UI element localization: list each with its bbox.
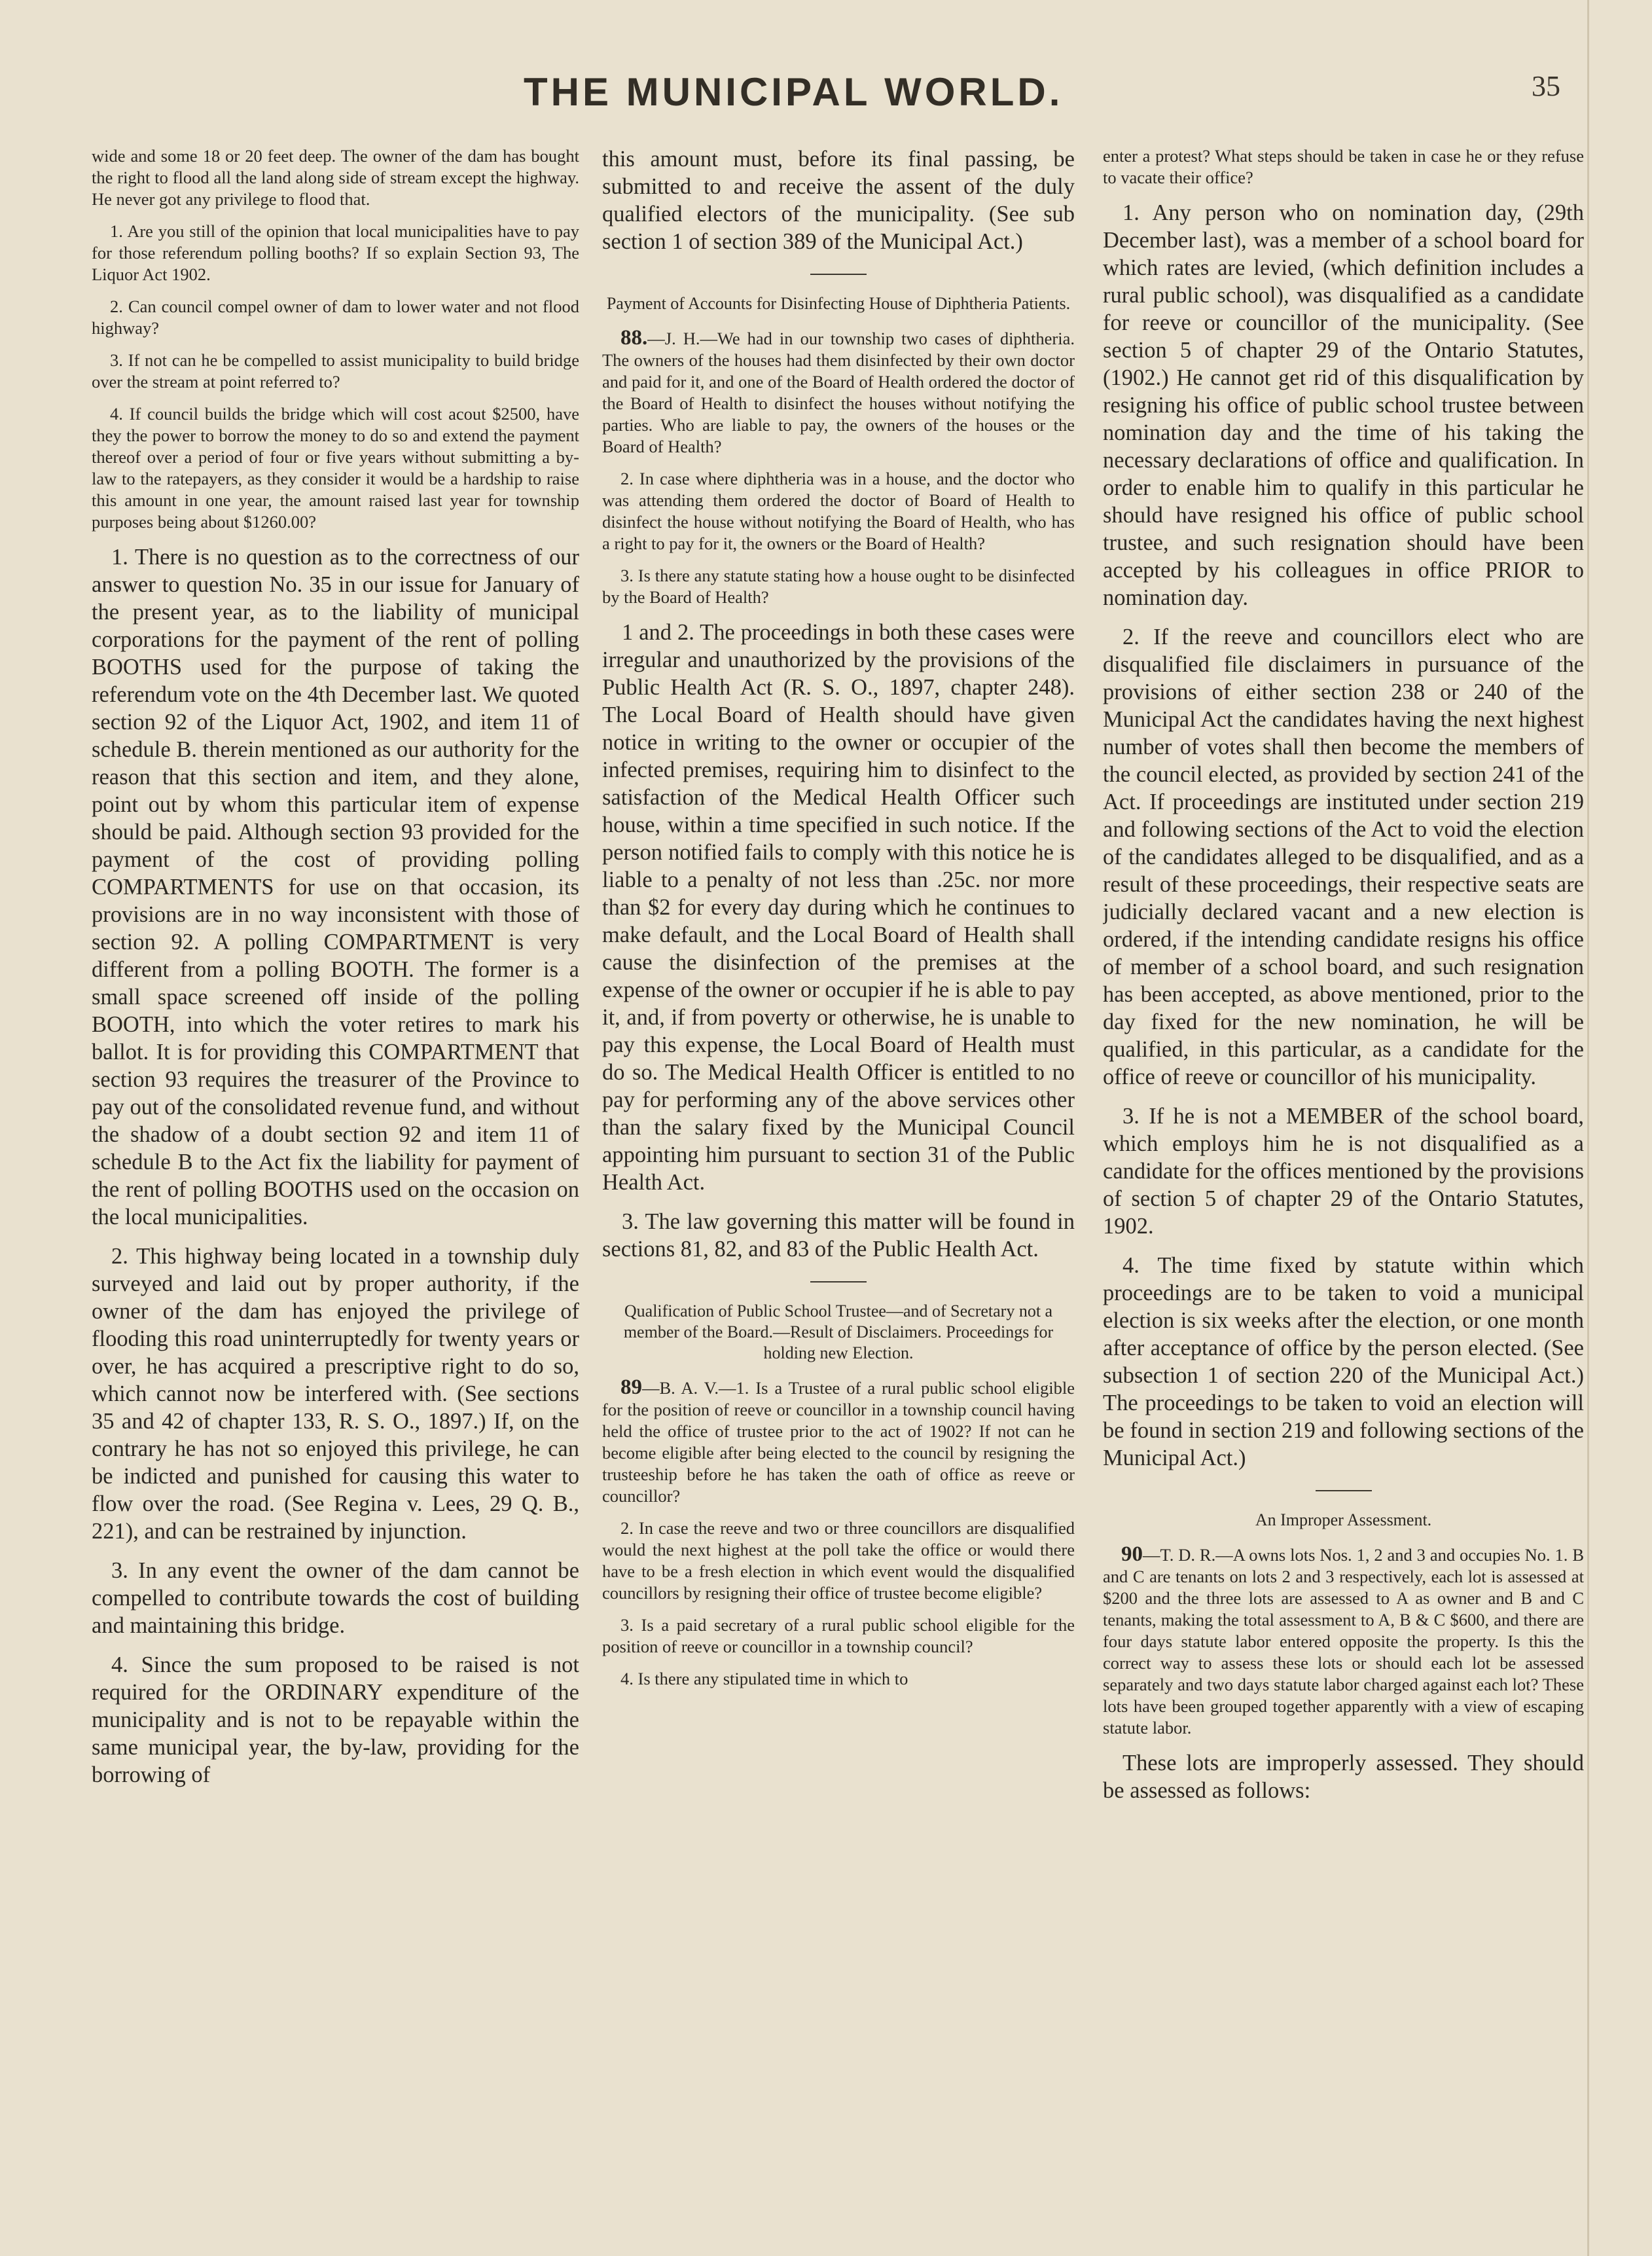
question-number: 89	[620, 1375, 642, 1399]
question-89-continued: enter a protest? What steps should be taken in case he or they refuse to vacate their office?	[1103, 146, 1584, 187]
question-89-part-1	[602, 1377, 1075, 1507]
page-edge	[1587, 0, 1589, 2256]
question-88-part-1	[602, 327, 1075, 458]
section-divider	[810, 274, 867, 275]
question-number: 88.	[620, 326, 648, 350]
answer-87-part-1: 1. There is no question as to the correctness of our answer to question No. 35 in our issue for January of the present year, as to the liability of municipal corporations for the payment of the rent of polling BOOTHS used for the purpose of taking the referendum vote on the 4th December last. We quoted section 92 of the Liquor Act, 1902, and item 11 of schedule B. therein mentioned as our authority for the reason that this section and item, and they alone, point out by whom this particular item of expense should be paid. Although section 93 provided for the payment of the cost of providing polling COMPARTMENTS for use on that occasion, its provisions are in no way inconsistent with those of section 92. A polling COMPARTMENT is very different from a polling BOOTH. The former is a small space screened off inside of the polling BOOTH, into which the voter retires to mark his ballot. It is for providing this COMPARTMENT that section 93 requires the treasurer of the Province to pay out of the consolidated revenue fund, and without the shadow of a doubt section 92 and item 11 of schedule B to the Act fix the liability for payment of the rent of polling BOOTHS used on the occasion on the local municipalities.	[92, 545, 579, 1229]
answer-87-part-3: 3. In any event the owner of the dam cannot be compelled to contribute towards the cost of building and maintaining this bridge.	[92, 1558, 579, 1638]
answer-88-part-1: 1 and 2. The proceedings in both these cases were irregular and unauthorized by the provisions of the Public Health Act (R. S. O., 1897, chapter 248). The Local Board of Health should have given notice in writing to the owner or occupier of the infected premises, requiring him to disinfect to the satisfaction of the Medical Health Officer such house, within a time specified in such notice. If the person notified fails to comply with this notice he is liable to a penalty of not less than .25c. nor more than $2 for every day during which he continues to make default, and the Local Board of Health shall cause the disinfection of the premises at the expense of the owner or occupier if he is able to pay it, and, if from poverty or otherwise, he is unable to pay this expense, the Local Board of Health must do so. The Medical Health Officer is entitled to no pay for performing any of the above services other than the salary fixed by the Municipal Council appointing him pursuant to section 31 of the Public Health Act.	[602, 620, 1075, 1195]
question-90-text: —T. D. R.—A owns lots Nos. 1, 2 and 3 and occupies No. 1. B and C are tenants on lots 2 and 3 respectively, each lot is assessed at $200 and the three lots are assessed to A as owner and B and C tenants, making the total assessment to A, B & C $600, and there are four days statute labor entered opposite the property. Is this the correct way to assess these lots or should each lot be assessed separately and two days statute labor charged against each lot? These lots have been grouped together apparently with a view of escaping statute labor.	[1103, 1545, 1584, 1737]
answer-87-part-4: 4. Since the sum proposed to be raised is not required for the ORDINARY expenditure of the municipality and is not to be repayable within the same municipal year, the by-law, providing for the borrowing of	[92, 1652, 579, 1787]
column-right	[1103, 145, 1584, 2204]
heading-question-88: Payment of Accounts for Disinfecting House of Diphtheria Patients.	[606, 294, 1071, 313]
question-87-part-3: 3. If not can he be compelled to assist municipality to build bridge over the stream at point referred to?	[92, 350, 579, 391]
question-88-text: —J. H.—We had in our township two cases of diphtheria. The owners of the houses had them disinfected by their own doctor and paid for it, and one of the Board of Health ordered the doctor of the Board of Health to disinfect the houses without notifying the parties. Who are liable to pay, the owners of the houses or the Board of Health?	[602, 329, 1075, 456]
answer-89-part-1: 1. Any person who on nomination day, (29th December last), was a member of a school board for which rates are levied, (which definition includes a rural public school), was disqualified as a candidate for reeve or councillor of the municipality. (See section 5 of chapter 29 of the Ontario Statutes, (1902.) He cannot get rid of this disqualification by resigning his office of public school trustee between nomination day and the time of his taking the necessary declarations of office and qualification. In order to enable him to qualify in this particular he should have resigned his office of public school trustee, and such resignation should have been accepted by his colleagues in office PRIOR to nomination day.	[1103, 200, 1584, 610]
answer-89-part-4: 4. The time fixed by statute within which proceedings are to be taken to void a municipal election is six weeks after the election, or one month after acceptance of office by the person elected. (See subsection 1 of section 220 of the Municipal Act.) The proceedings to be taken to void an election will be found in section 219 and following sections of the Municipal Act.)	[1103, 1253, 1584, 1470]
section-divider	[810, 1281, 867, 1283]
page-number: 35	[1532, 70, 1560, 102]
answer-89-part-3: 3. If he is not a MEMBER of the school board, which employs him he is not disqualified as a candidate for the offices mentioned by the provisions of section 5 of chapter 29 of the Ontario Statutes, 1902.	[1103, 1104, 1584, 1239]
answer-88-part-3: 3. The law governing this matter will be found in sections 81, 82, and 83 of the Public Health Act.	[602, 1209, 1075, 1262]
answer-89-part-2: 2. If the reeve and councillors elect who are disqualified file disclaimers in pursuance of the provisions of either section 238 or 240 of the Municipal Act the candidates having the next highest number of votes shall then become the members of the council elected, as provided by section 241 of the Act. If proceedings are instituted under section 219 and following sections of the Act to void the election of the candidates alleged to be disqualified, and as a result of these proceedings, their respective seats are judicially declared vacant and a new election is ordered, if the intending candidate resigns his office of member of a school board, and such resignation has been accepted, as above mentioned, prior to the day fixed for the new nomination, he will be qualified, in this particular, as a candidate for the office of reeve or councillor of his municipality.	[1103, 625, 1584, 1089]
question-88-part-2: 2. In case where diphtheria was in a house, and the doctor who was attending them ordered the doctor of Board of Health to disinfect the house without notifying the Board of Health, who has a right to pay for it, the owners or the Board of Health?	[602, 469, 1075, 553]
heading-question-90: An Improper Assessment.	[1255, 1510, 1432, 1529]
answer-87-part-2: 2. This highway being located in a township duly surveyed and laid out by proper authority, if the owner of the dam has enjoyed the privilege of flooding this road uninterruptedly for twenty years or over, he has acquired a prescriptive right to do so, which cannot now be interfered with. (See sections 35 and 42 of chapter 133, R. S. O., 1897.) If, on the contrary he has not so enjoyed this privilege, he can be indicted and punished for causing this water to flow over the road. (See Regina v. Lees, 29 Q. B., 221), and can be restrained by injunction.	[92, 1244, 579, 1544]
question-88-part-3: 3. Is there any statute stating how a house ought to be disinfected by the Board of Health?	[602, 566, 1075, 607]
running-title: THE MUNICIPAL WORLD.	[524, 70, 1064, 114]
answer-87-continued: this amount must, before its final passing, be submitted to and receive the assent of the duly qualified electors of the municipality. (See sub section 1 of section 389 of the Municipal Act.)	[602, 147, 1075, 254]
question-87-part-1: 1. Are you still of the opinion that local municipalities have to pay for those referendum polling booths? If so explain Section 93, The Liquor Act 1902.	[92, 221, 579, 284]
question-87-intro: wide and some 18 or 20 feet deep. The owner of the dam has bought the right to flood all the land along side of stream except the highway. He never got any privilege to flood that.	[92, 146, 579, 209]
question-89-part-4: 4. Is there any stipulated time in which to	[620, 1669, 908, 1688]
column-middle	[602, 145, 1075, 2204]
column-left	[92, 145, 579, 2204]
question-87-part-2: 2. Can council compel owner of dam to lower water and not flood highway?	[92, 297, 579, 338]
question-87-part-4: 4. If council builds the bridge which will cost acout $2500, have they the power to borrow the money to do so and extend the payment thereof over a period of four or five years without submitting a by-law to the ratepayers, as they consider it would be a hardship to raise this amount in one year, the amount raised last year for township purposes being about $1260.00?	[92, 404, 579, 532]
question-number: 90	[1121, 1542, 1143, 1566]
question-89-part-3: 3. Is a paid secretary of a rural public school eligible for the position of reeve or councillor in a township council?	[602, 1615, 1075, 1656]
heading-question-89: Qualification of Public School Trustee—and of Secretary not a member of the Board.—Result of Disclaimers. Proceedings for holding new Election.	[623, 1301, 1054, 1362]
section-divider	[1316, 1490, 1372, 1491]
question-89-text: —B. A. V.—1. Is a Trustee of a rural public school eligible for the position of reeve or councillor in a township council having held the office of trustee prior to the act of 1902? If not can he become eligible after being elected to the council by resigning the trusteeship before he has taken the oath of office as reeve or councillor?	[602, 1378, 1075, 1506]
answer-90: These lots are improperly assessed. They should be assessed as follows:	[1103, 1751, 1584, 1803]
question-89-part-2: 2. In case the reeve and two or three councillors are disqualified would the next highest at the poll take the office or would there have to be a fresh election in which event would the disqualified councillors by resigning their office of trustee become eligible?	[602, 1518, 1075, 1603]
question-90	[1103, 1544, 1584, 1739]
